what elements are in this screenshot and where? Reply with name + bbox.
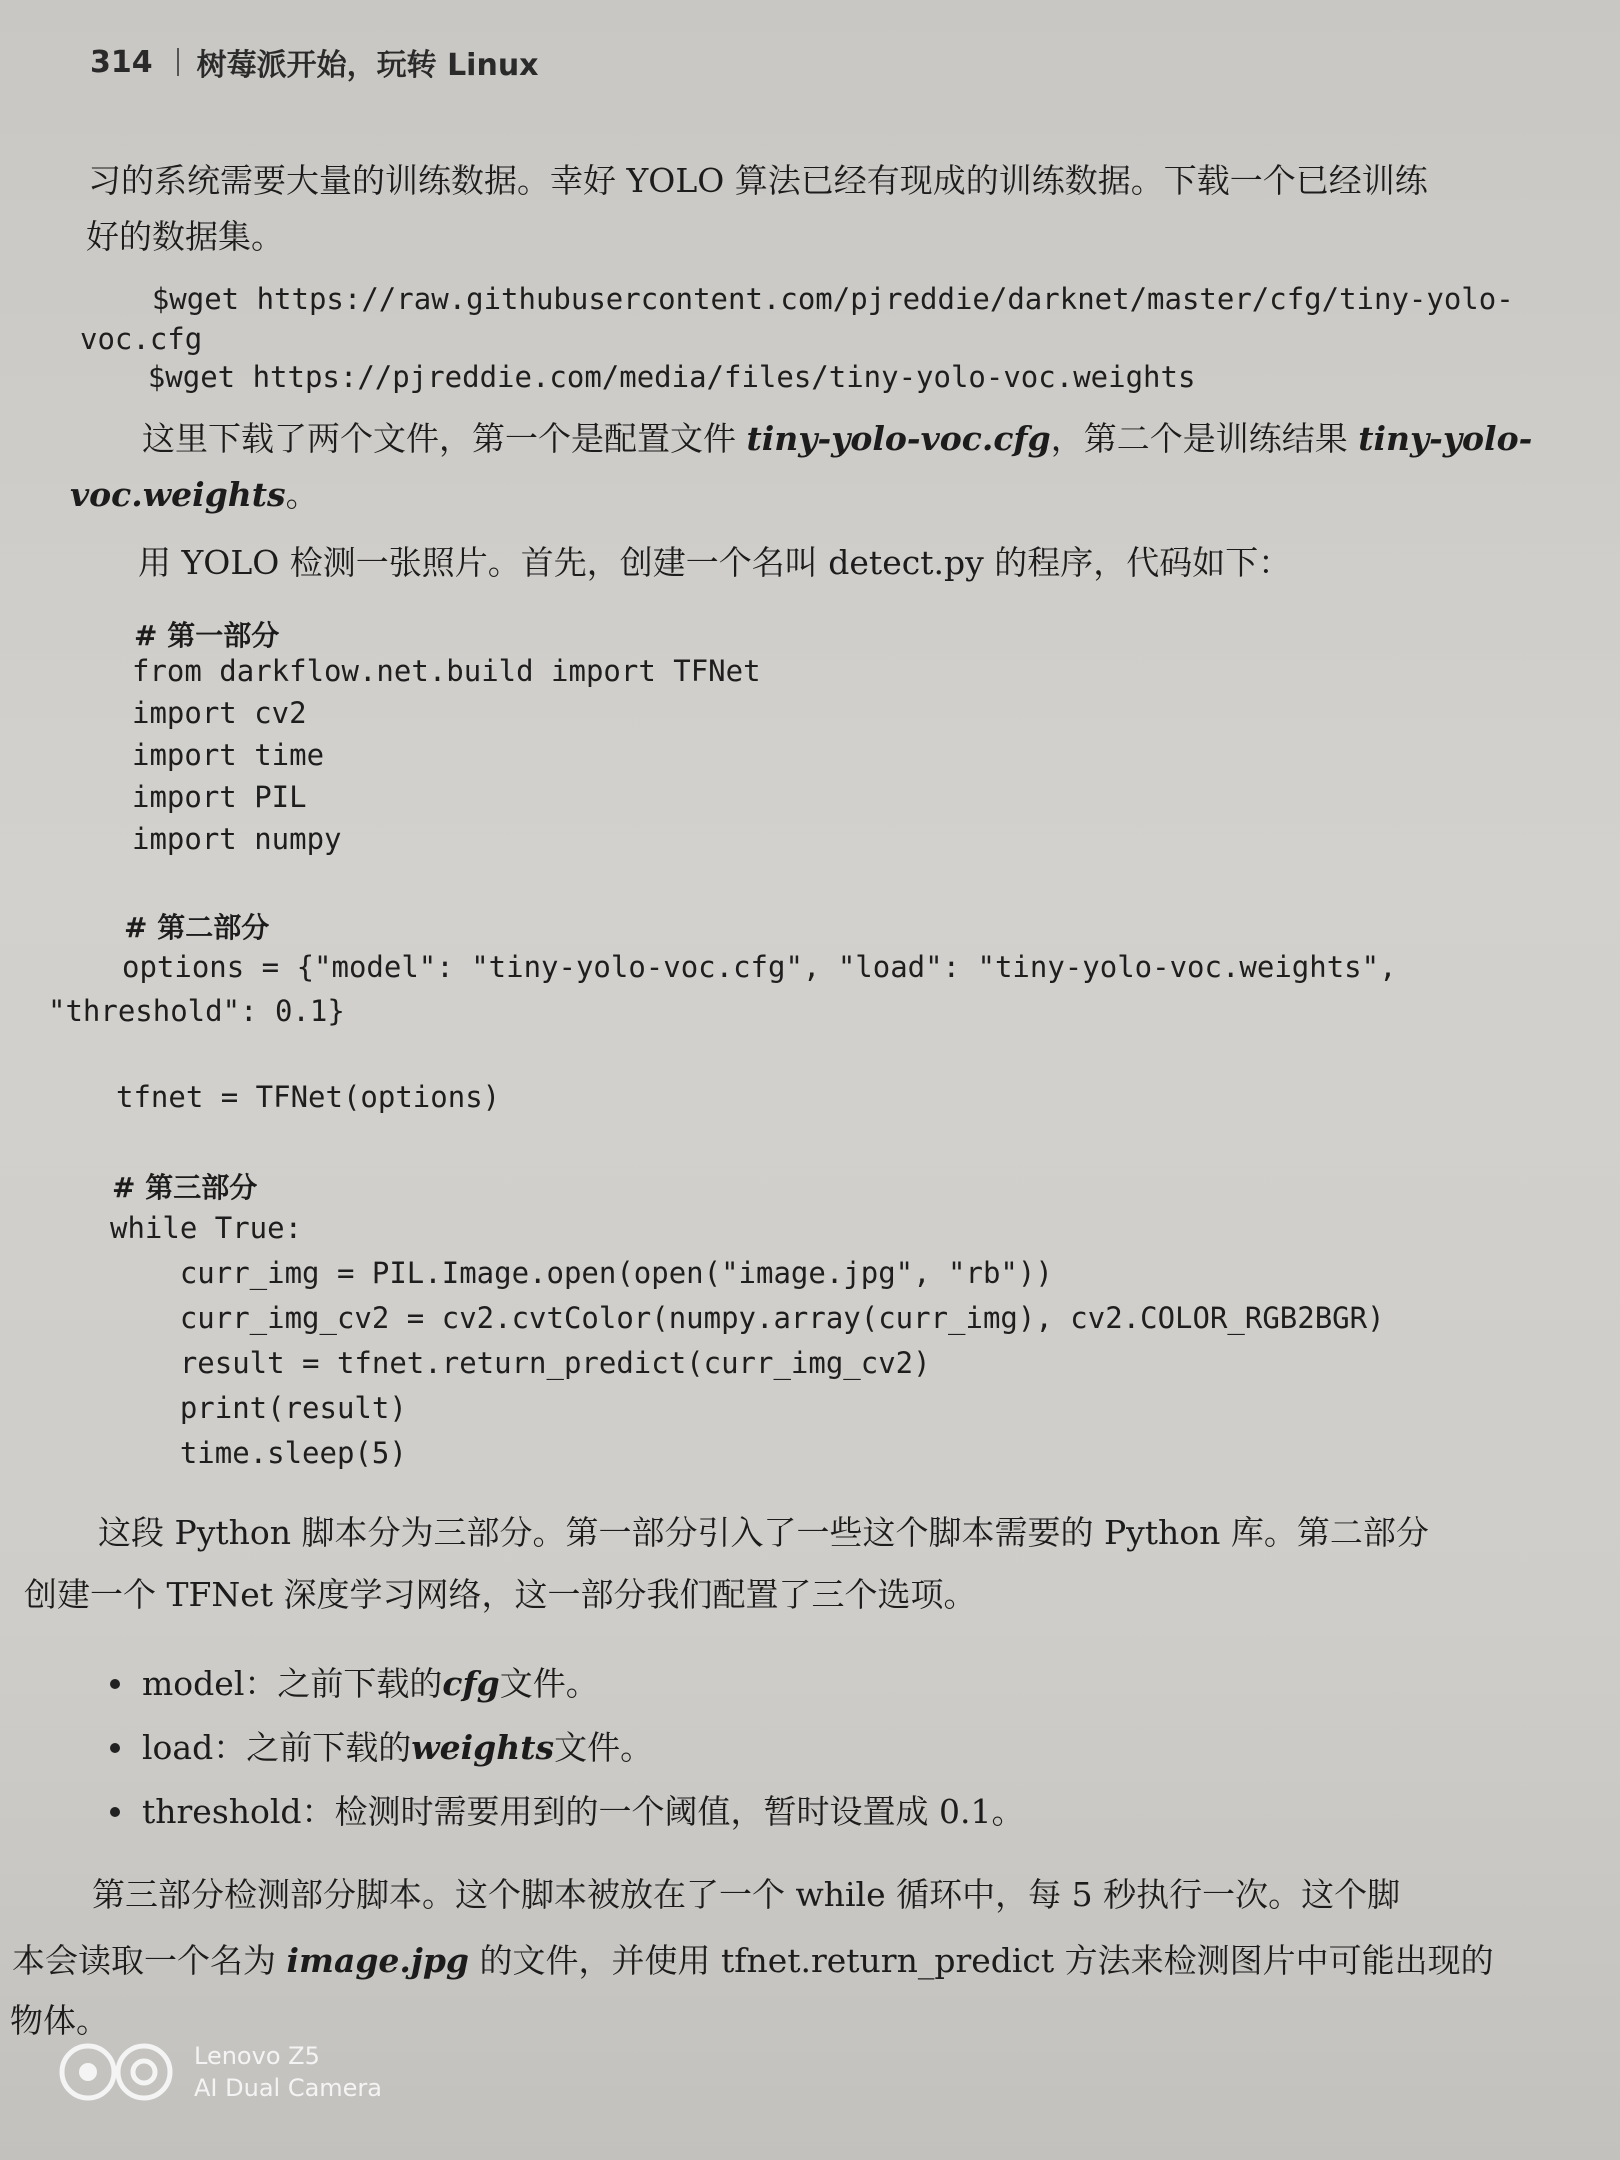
code-block-part3: while True: curr_img = PIL.Image.open(open("image.jpg", "rb")) curr_img_cv2 = cv2.cvtColor(numpy.array(curr_img), cv2.COLOR_RGB2BGR) result = tfnet.return_predict(curr_img_cv2) print(result) time.sleep(5) bbox=[110, 1211, 1385, 1470]
code-comment-part3: # 第三部分 bbox=[112, 1171, 258, 1204]
camera-watermark bbox=[58, 2040, 382, 2104]
options-list bbox=[110, 1652, 1025, 1844]
summary-line-1: 这段 Python 脚本分为三部分。第一部分引入了一些这个脚本需要的 Python 库。第二部分 bbox=[98, 1513, 1429, 1552]
watermark-camera: AI Dual Camera bbox=[194, 2074, 383, 2102]
watermark-text bbox=[194, 2040, 382, 2104]
files-paragraph-line-1 bbox=[142, 410, 1532, 468]
download-command-2: $wget https://pjreddie.com/media/files/tiny-yolo-voc.weights bbox=[78, 360, 1196, 394]
list-item: model：之前下载的 cfg 文件。 bbox=[110, 1652, 1025, 1716]
download-command-1: $wget https://raw.githubusercontent.com/pjreddie/darknet/master/cfg/tiny-yolo- bbox=[82, 282, 1514, 316]
bullet-icon bbox=[110, 1679, 120, 1689]
watermark-device: Lenovo Z5 bbox=[194, 2042, 320, 2070]
code-tfnet-line: tfnet = TFNet(options) bbox=[116, 1080, 501, 1114]
weights-filename-part1: tiny-yolo- bbox=[1358, 419, 1533, 458]
code-options-line-1: options = {"model": "tiny-yolo-voc.cfg", "load": "tiny-yolo-voc.weights", bbox=[122, 950, 1397, 984]
cfg-filename: tiny-yolo-voc.cfg bbox=[746, 419, 1051, 458]
page-number: 314 bbox=[90, 44, 153, 80]
detect-paragraph: 用 YOLO 检测一张照片。首先，创建一个名叫 detect.py 的程序，代码如下： bbox=[138, 543, 1292, 582]
code-comment-part2: # 第二部分 bbox=[124, 911, 270, 944]
part3-line-3: 物体。 bbox=[10, 2001, 109, 2040]
bullet-icon bbox=[110, 1807, 120, 1817]
part3-line-2: 本会读取一个名为 image.jpg 的文件，并使用 tfnet.return_predict 方法来检测图片中可能出现的 bbox=[12, 1941, 1494, 1980]
part3-line-1: 第三部分检测部分脚本。这个脚本被放在了一个 while 循环中，每 5 秒执行一次。这个脚 bbox=[92, 1875, 1401, 1914]
intro-line-2: 好的数据集。 bbox=[86, 217, 284, 256]
list-item: load：之前下载的 weights 文件。 bbox=[110, 1716, 1025, 1780]
code-block-part1: from darkflow.net.build import TFNet import cv2 import time import PIL import numpy bbox=[132, 654, 761, 856]
files-text-middle: ，第二个是训练结果 bbox=[1050, 419, 1359, 458]
image-filename: image.jpg bbox=[286, 1941, 469, 1980]
book-title: 树莓派开始，玩转 Linux bbox=[196, 48, 539, 83]
page-header bbox=[90, 40, 539, 84]
weights-filename-part2: voc.weights bbox=[70, 475, 286, 514]
header-divider bbox=[177, 48, 179, 76]
download-command-1-wrap: voc.cfg bbox=[80, 322, 203, 356]
code-comment-part1: # 第一部分 bbox=[134, 619, 280, 652]
summary-line-2: 创建一个 TFNet 深度学习网络，这一部分我们配置了三个选项。 bbox=[24, 1575, 977, 1614]
dual-camera-logo-icon bbox=[58, 2040, 174, 2104]
code-options-line-2: "threshold": 0.1} bbox=[48, 994, 345, 1028]
list-item: threshold：检测时需要用到的一个阈值，暂时设置成 0.1。 bbox=[110, 1780, 1025, 1844]
files-text-prefix: 这里下载了两个文件，第一个是配置文件 bbox=[142, 419, 747, 458]
files-paragraph-line-2 bbox=[70, 466, 319, 524]
bullet-icon bbox=[110, 1743, 120, 1753]
files-text-end: 。 bbox=[285, 475, 319, 514]
intro-line-1: 习的系统需要大量的训练数据。幸好 YOLO 算法已经有现成的训练数据。下载一个已经训练 bbox=[88, 161, 1428, 200]
